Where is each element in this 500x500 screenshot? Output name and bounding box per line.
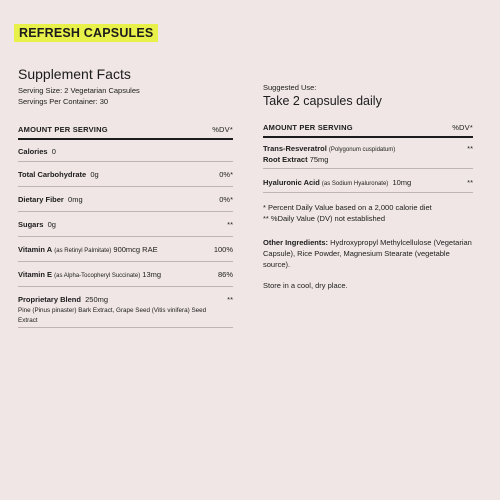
facts-row-vitamin-e [18, 262, 233, 287]
facts-title: Supplement Facts [18, 66, 131, 82]
suggested-use-panel [263, 82, 473, 291]
facts-row-carbohydrate [18, 162, 233, 187]
nutrient-name: Calories [18, 147, 48, 156]
nutrient-name: Total Carbohydrate [18, 170, 87, 179]
right-facts-header [263, 123, 473, 138]
nutrient-name: Vitamin A [18, 245, 53, 254]
storage-instructions: Store in a cool, dry place. [263, 281, 348, 290]
other-ingredients-text: Hydroxypropyl Methylcellulose (Vegetarian Capsule), Rice Powder, Magnesium Stearate (vegetable source). [263, 238, 472, 269]
other-ingredients-label: Other Ingredients: [263, 238, 329, 247]
facts-row-vitamin-a [18, 237, 233, 262]
nutrient-name: Dietary Fiber [18, 195, 64, 204]
facts-row-proprietary-blend [18, 287, 233, 328]
facts-row-sugars [18, 212, 233, 237]
dv-header: %DV* [452, 123, 473, 132]
amount-header: AMOUNT PER SERVING [263, 123, 353, 132]
nutrient-source: (Polygonum cuspidatum) [328, 147, 396, 153]
blend-ingredients: Pine (Pinus pinaster) Bark Extract, Grape Seed (Vitis vinifera) Seed Extract [18, 307, 207, 324]
nutrient-name: Vitamin E [18, 270, 53, 279]
dv-header: %DV* [212, 125, 233, 134]
nutrient-dv: ** [227, 220, 233, 229]
nutrient-dv: ** [467, 144, 473, 153]
nutrient-dv: 0%* [219, 170, 233, 179]
serving-size: Serving Size: 2 Vegetarian Capsules [18, 86, 140, 95]
servings-per-container: Servings Per Container: 30 [18, 97, 109, 106]
nutrient-amount: 900mcg RAE [113, 245, 158, 254]
suggested-use-label: Suggested Use: [263, 83, 317, 92]
facts-header [18, 125, 233, 140]
nutrient-dv: 100% [213, 245, 233, 254]
nutrient-amount: 0g [47, 220, 56, 229]
footnote-not-established: ** %Daily Value (DV) not established [263, 214, 386, 223]
nutrient-amount: 0 [51, 147, 56, 156]
nutrient-dv: 86% [217, 270, 233, 279]
nutrient-name: Sugars [18, 220, 44, 229]
nutrient-amount: 0mg [68, 195, 83, 204]
nutrient-amount: 75mg [309, 155, 329, 164]
facts-row-calories [18, 140, 233, 162]
nutrient-source: (as Alpha-Tocopheryl Succinate) [54, 273, 141, 279]
nutrient-dv: ** [227, 295, 233, 304]
facts-row-hyaluronic-acid [263, 169, 473, 193]
nutrient-amount: 250mg [85, 295, 109, 304]
nutrient-source: (as Retinyl Palmitate) [54, 248, 112, 254]
nutrient-amount: 10mg [392, 178, 412, 187]
product-badge: REFRESH CAPSULES [14, 24, 158, 42]
footnotes [263, 202, 473, 224]
nutrient-amount: 0g [90, 170, 99, 179]
nutrient-amount: 13mg [142, 270, 162, 279]
other-ingredients [263, 237, 473, 270]
facts-row-fiber [18, 187, 233, 212]
amount-header: AMOUNT PER SERVING [18, 125, 108, 134]
nutrient-name: Proprietary Blend [18, 295, 81, 304]
nutrient-dv: ** [467, 178, 473, 187]
nutrient-name: Trans-Resveratrol [263, 144, 327, 153]
nutrient-name-cont: Root Extract [263, 155, 308, 164]
facts-row-resveratrol [263, 138, 473, 169]
nutrient-dv: 0%* [219, 195, 233, 204]
nutrient-source: (as Sodium Hyaluronate) [321, 181, 389, 187]
supplement-facts-panel [18, 66, 233, 328]
footnote-dv: * Percent Daily Value based on a 2,000 calorie diet [263, 203, 432, 212]
suggested-use-text: Take 2 capsules daily [263, 94, 382, 108]
nutrient-name: Hyaluronic Acid [263, 178, 320, 187]
